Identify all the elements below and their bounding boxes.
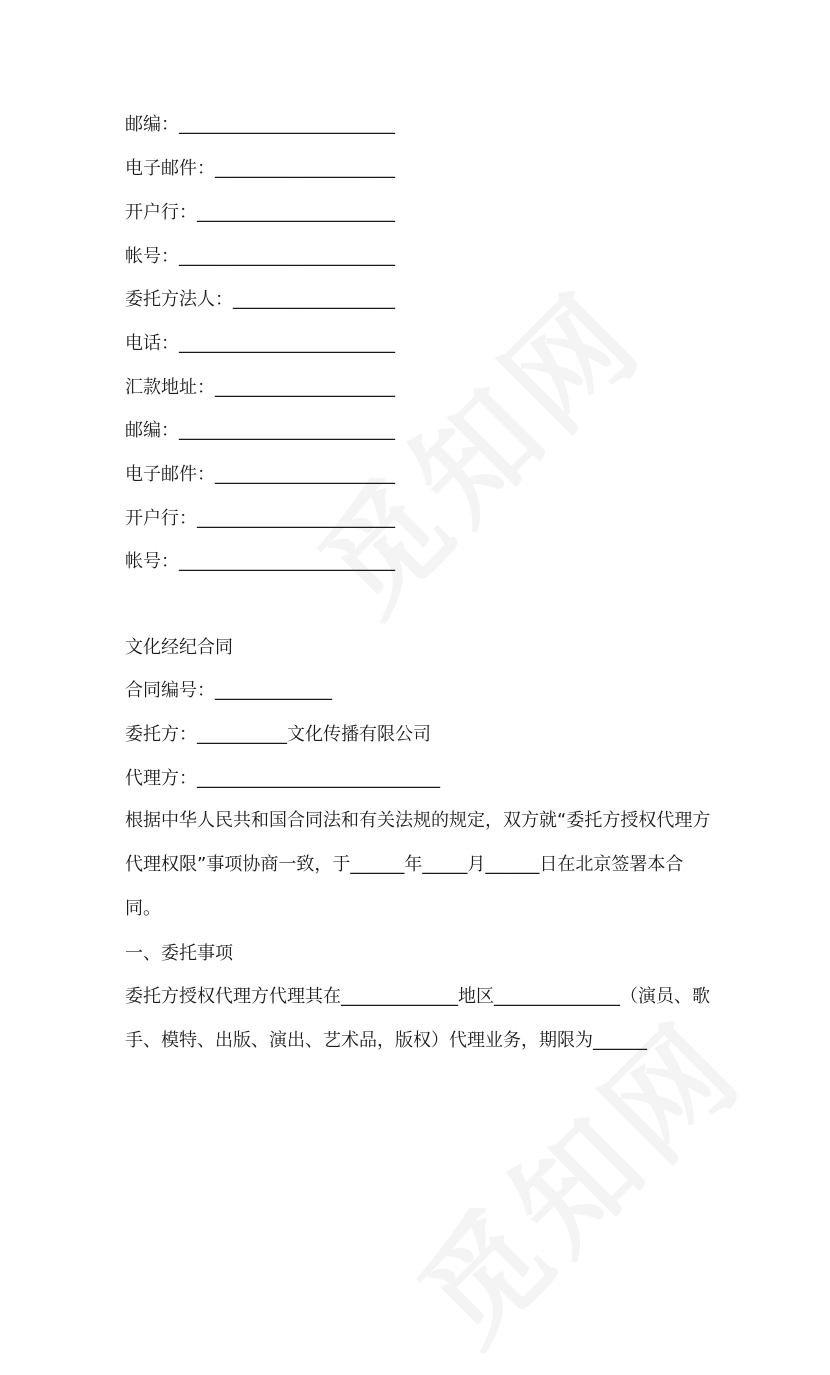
contract-number: 合同编号：_____________ <box>125 680 332 701</box>
section-body: 委托方授权代理方代理其在_____________地区______________（演员、歌手、模特、出版、演出、艺术品，版权）代理业务，期限为______ <box>125 986 710 1051</box>
postcode-field: 邮编：________________________ <box>125 420 395 441</box>
client-line: 委托方：__________文化传播有限公司 <box>125 724 431 745</box>
remittance-address-field: 汇款地址：____________________ <box>125 377 395 398</box>
section-heading: 一、委托事项 <box>125 943 233 964</box>
bank-field: 开户行：______________________ <box>125 508 395 529</box>
email-field: 电子邮件：____________________ <box>125 464 395 485</box>
postcode-field: 邮编：________________________ <box>125 114 395 135</box>
intro-paragraph: 根据中华人民共和国合同法和有关法规的规定，双方就“委托方授权代理方代理权限”事项协商一致，于______年_____月______日在北京签署本合同。 <box>125 810 711 919</box>
bank-field: 开户行：______________________ <box>125 202 395 223</box>
phone-field: 电话：________________________ <box>125 333 395 354</box>
contract-title: 文化经纪合同 <box>125 637 233 658</box>
client-legal-rep-field: 委托方法人：__________________ <box>125 289 395 310</box>
agent-line: 代理方：___________________________ <box>125 768 440 789</box>
account-field: 帐号：________________________ <box>125 246 395 267</box>
email-field: 电子邮件：____________________ <box>125 158 395 179</box>
account-field: 帐号：________________________ <box>125 551 395 572</box>
